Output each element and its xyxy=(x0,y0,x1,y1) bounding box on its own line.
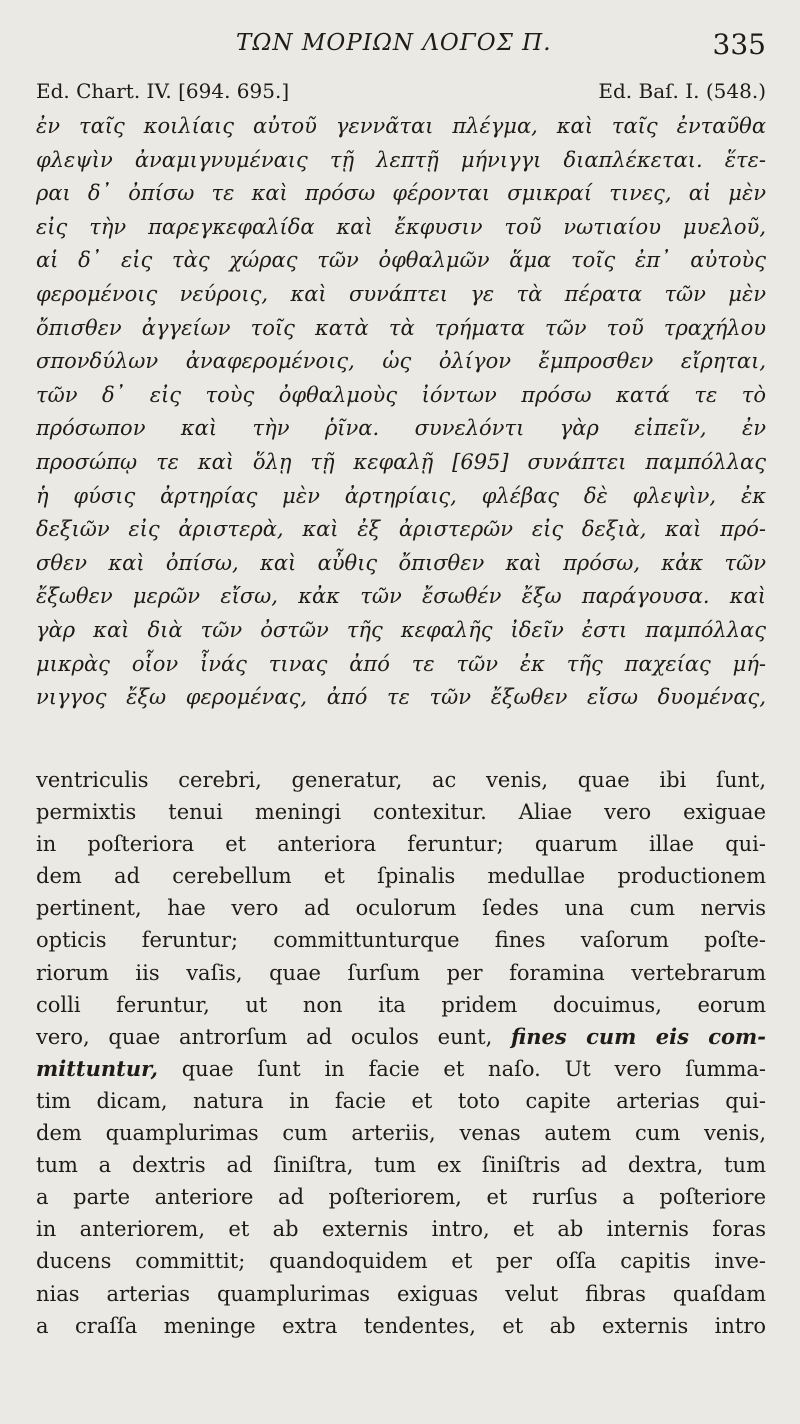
greek-line: φλεψὶν ἀναμιγνυμέναις τῇ λεπτῇ μήνιγγι διαπλέκεται. ἕτε- xyxy=(36,147,766,172)
latin-line: in anteriorem, et ab externis intro, et ab internis foras xyxy=(36,1217,766,1242)
latin-line: riorum iis vaſis, quae ſurſum per foramina vertebrarum xyxy=(36,960,766,985)
emphasized-phrase: mittuntur, xyxy=(36,1055,158,1081)
latin-line: dem ad cerebellum et ſpinalis medullae productionem xyxy=(36,864,766,889)
latin-text-block xyxy=(36,764,766,1342)
greek-line: προσώπῳ τε καὶ ὅλῃ τῇ κεφαλῇ [695] συνάπτει παμπόλλας xyxy=(36,449,766,474)
latin-line: a craſſa meninge extra tendentes, et ab externis intro xyxy=(36,1313,766,1338)
greek-line: σπονδύλων ἀναφερομένοις, ὡς ὀλίγον ἔμπροσθεν εἴρηται, xyxy=(36,349,766,374)
latin-line: dem quamplurimas cum arteriis, venas autem cum venis, xyxy=(36,1121,766,1146)
greek-line: νιγγος ἔξω φερομένας, ἀπό τε τῶν ἔξωθεν εἴσω δυομένας, xyxy=(36,685,766,710)
latin-line: ventriculis cerebri, generatur, ac venis, quae ibi ſunt, xyxy=(36,768,766,792)
edition-reference-chartier: Ed. Chart. IV. [694. 695.] xyxy=(36,79,290,103)
greek-text-block xyxy=(36,110,766,715)
latin-line-with-emphasis xyxy=(36,1021,766,1053)
latin-line: permixtis tenui meningi contexitur. Aliae vero exiguae xyxy=(36,800,766,825)
greek-line: φερομένοις νεύροις, καὶ συνάπτει γε τὰ πέρατα τῶν μὲν xyxy=(36,281,766,306)
emphasized-phrase: fines cum eis com- xyxy=(511,1023,766,1049)
latin-segment: quae ſunt in facie et naſo. Ut vero ſumma- xyxy=(181,1056,766,1081)
latin-line: ducens committit; quandoquidem et per oſſa capitis inve- xyxy=(36,1249,766,1274)
greek-line: μικρὰς οἷον ἶνάς τινας ἀπό τε τῶν ἐκ τῆς παχείας μή- xyxy=(36,651,766,676)
greek-line: σθεν καὶ ὀπίσω, καὶ αὖθις ὄπισθεν καὶ πρόσω, κἀκ τῶν xyxy=(36,550,766,575)
latin-line: tum a dextris ad ſiniſtra, tum ex ſiniſtris ad dextra, tum xyxy=(36,1153,766,1178)
greek-line: ἔξωθεν μερῶν εἴσω, κἀκ τῶν ἔσωθέν ἔξω παράγουσα. καὶ xyxy=(36,584,766,609)
greek-line: εἰς τὴν παρεγκεφαλίδα καὶ ἔκφυσιν τοῦ νωτιαίου μυελοῦ, xyxy=(36,214,766,239)
greek-line: δεξιῶν εἰς ἀριστερὰ, καὶ ἐξ ἀριστερῶν εἰς δεξιὰ, καὶ πρό- xyxy=(36,517,766,542)
greek-line: ραι δ᾽ ὀπίσω τε καὶ πρόσω φέρονται σμικραί τινες, αἱ μὲν xyxy=(36,181,766,206)
greek-line: αἱ δ᾽ εἰς τὰς χώρας τῶν ὀφθαλμῶν ἅμα τοῖς ἐπ᾽ αὐτοὺς xyxy=(36,248,766,273)
greek-line: γὰρ καὶ διὰ τῶν ὀστῶν τῆς κεφαλῆς ἰδεῖν ἐστι παμπόλλας xyxy=(36,617,766,642)
latin-line: in poſteriora et anteriora feruntur; quarum illae qui- xyxy=(36,832,766,857)
page-number: 335 xyxy=(712,28,766,61)
greek-line: ἐν ταῖς κοιλίαις αὐτοῦ γεννᾶται πλέγμα, καὶ ταῖς ἐνταῦθα xyxy=(36,114,766,138)
latin-line: tim dicam, natura in facie et toto capite arterias qui- xyxy=(36,1088,766,1113)
latin-line: colli feruntur, ut non ita pridem docuimus, eorum xyxy=(36,992,766,1017)
latin-line-with-emphasis xyxy=(36,1053,766,1085)
latin-line: a parte anteriore ad poſteriorem, et rurſus a poſteriore xyxy=(36,1185,766,1210)
greek-line: τῶν δ᾽ εἰς τοὺς ὀφθαλμοὺς ἰόντων πρόσω κατά τε τὸ xyxy=(36,382,766,407)
latin-line: pertinent, hae vero ad oculorum ſedes una cum nervis xyxy=(36,896,766,921)
running-title: ΤΩΝ ΜΟΡΙΩΝ ΛΟΓΟΣ Π. xyxy=(236,30,552,56)
greek-line: ὄπισθεν ἀγγείων τοῖς κατὰ τὰ τρήματα τῶν τοῦ τραχήλου xyxy=(36,315,766,340)
latin-segment: vero, quae antrorſum ad oculos eunt, xyxy=(36,1024,493,1049)
latin-line: nias arterias quamplurimas exiguas velut fibras quaſdam xyxy=(36,1281,766,1306)
edition-reference-basel: Ed. Baſ. I. (548.) xyxy=(598,79,766,103)
latin-line: opticis feruntur; committunturque fines vaſorum poſte- xyxy=(36,928,766,953)
greek-line: πρόσωπον καὶ τὴν ῥῖνα. συνελόντι γὰρ εἰπεῖν, ἐν xyxy=(36,416,766,441)
greek-line: ἡ φύσις ἀρτηρίας μὲν ἀρτηρίαις, φλέβας δὲ φλεψὶν, ἐκ xyxy=(36,483,766,508)
